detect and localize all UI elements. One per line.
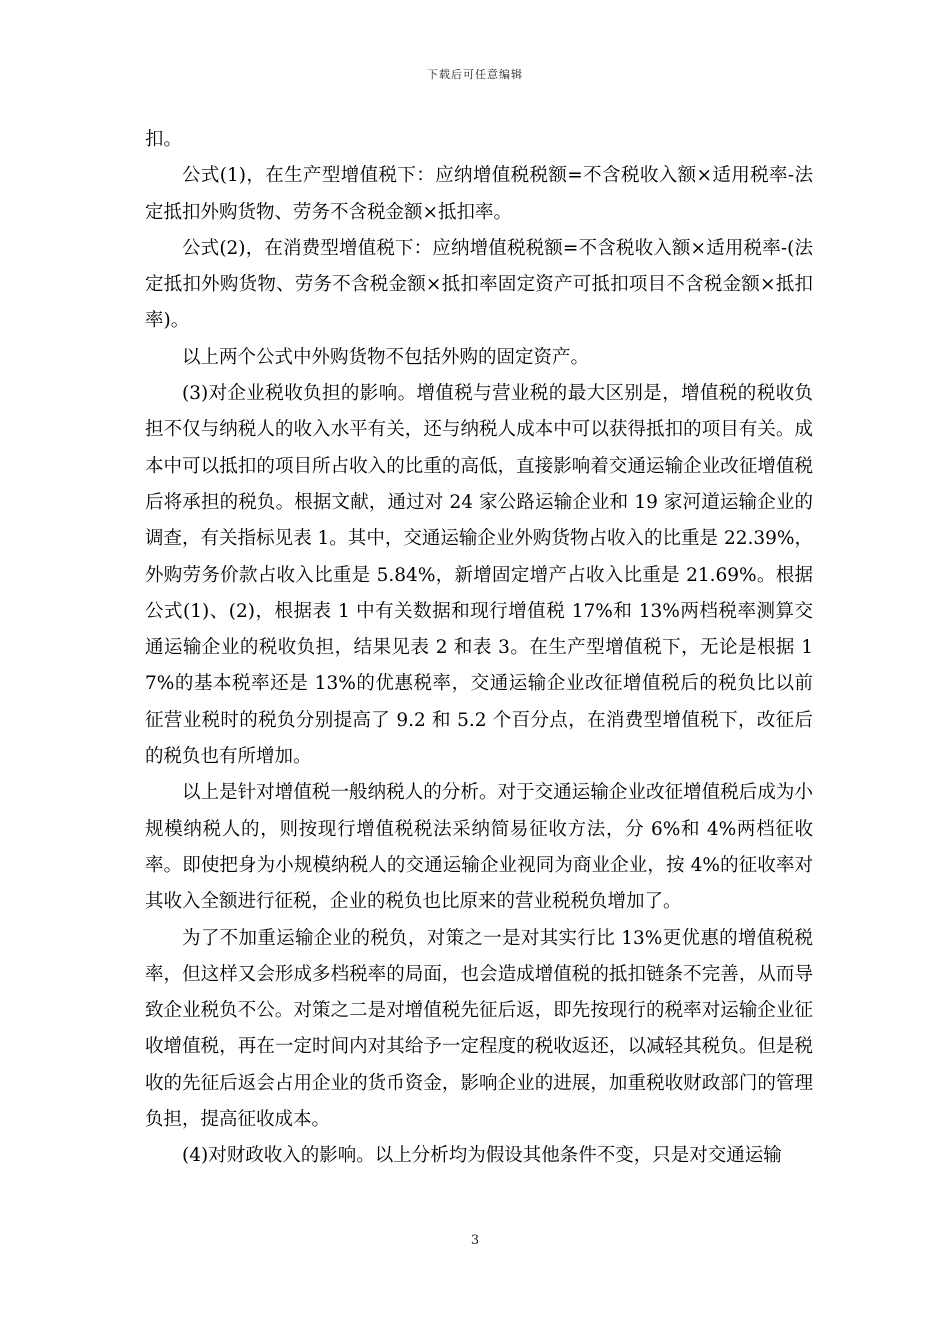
- paragraph-5: (3)对企业税收负担的影响。增值税与营业税的最大区别是，增值税的税收负担不仅与纳税人的收入水平有关，还与纳税人成本中可以获得抵扣的项目有关。成本中可以抵扣的项目所占收入的比重的高低，直接影响着交通运输企业改征增值税后将承担的税负。根据文献，通过对 24 家公路运输企业和 19 家河道运输企业的调查，有关指标见表 1。其中，交通运输企业外购货物占收入的比重是 22.39%，外购劳务价款占收入比重是 5.84%，新增固定增产占收入比重是 21.69%。根据公式(1)、(2)，根据表 1 中有关数据和现行增值税 17%和 13%两档税率测算交通运输企业的税收负担，结果见表 2 和表 3。在生产型增值税下，无论是根据 17%的基本税率还是 13%的优惠税率，交通运输企业改征增值税后的税负比以前征营业税时的税负分别提高了 9.2 和 5.2 个百分点，在消费型增值税下，改征后的税负也有所增加。: [145, 383, 813, 768]
- paragraph-1: 扣。: [145, 129, 183, 150]
- page-number: 3: [470, 1233, 480, 1248]
- paragraph-4: 以上两个公式中外购货物不包括外购的固定资产。: [182, 346, 590, 368]
- paragraph-8: (4)对财政收入的影响。以上分析均为假设其他条件不变，只是对交通运输: [182, 1145, 782, 1167]
- paragraph-3: 公式(2)，在消费型增值税下：应纳增值税税额=不含税收入额×适用税率-(法定抵扣外购货物、劳务不含税金额×抵扣率固定资产可抵扣项目不含税金额×抵扣率)。: [145, 237, 813, 332]
- paragraph-6: 以上是针对增值税一般纳税人的分析。对于交通运输企业改征增值税后成为小规模纳税人的，则按现行增值税税法采纳简易征收方法，分 6%和 4%两档征收率。即使把身为小规模纳税人的交通运输企业视同为商业企业，按 4%的征收率对其收入全额进行征税，企业的税负也比原来的营业税税负增加了。: [145, 782, 813, 913]
- paragraph-2: 公式(1)，在生产型增值税下：应纳增值税税额=不含税收入额×适用税率-法定抵扣外购货物、劳务不含税金额×抵扣率。: [145, 165, 813, 223]
- paragraph-7: 为了不加重运输企业的税负，对策之一是对其实行比 13%更优惠的增值税税率，但这样又会形成多档税率的局面，也会造成增值税的抵扣链条不完善，从而导致企业税负不公。对策之二是对增值税先征后返，即先按现行的税率对运输企业征收增值税，再在一定时间内对其给予一定程度的税收返还，以减轻其税负。但是税收的先征后返会占用企业的货币资金，影响企业的进展，加重税收财政部门的管理负担，提高征收成本。: [145, 927, 813, 1131]
- page-header: 下载后可任意编辑: [427, 68, 523, 81]
- document-body: [145, 122, 813, 1175]
